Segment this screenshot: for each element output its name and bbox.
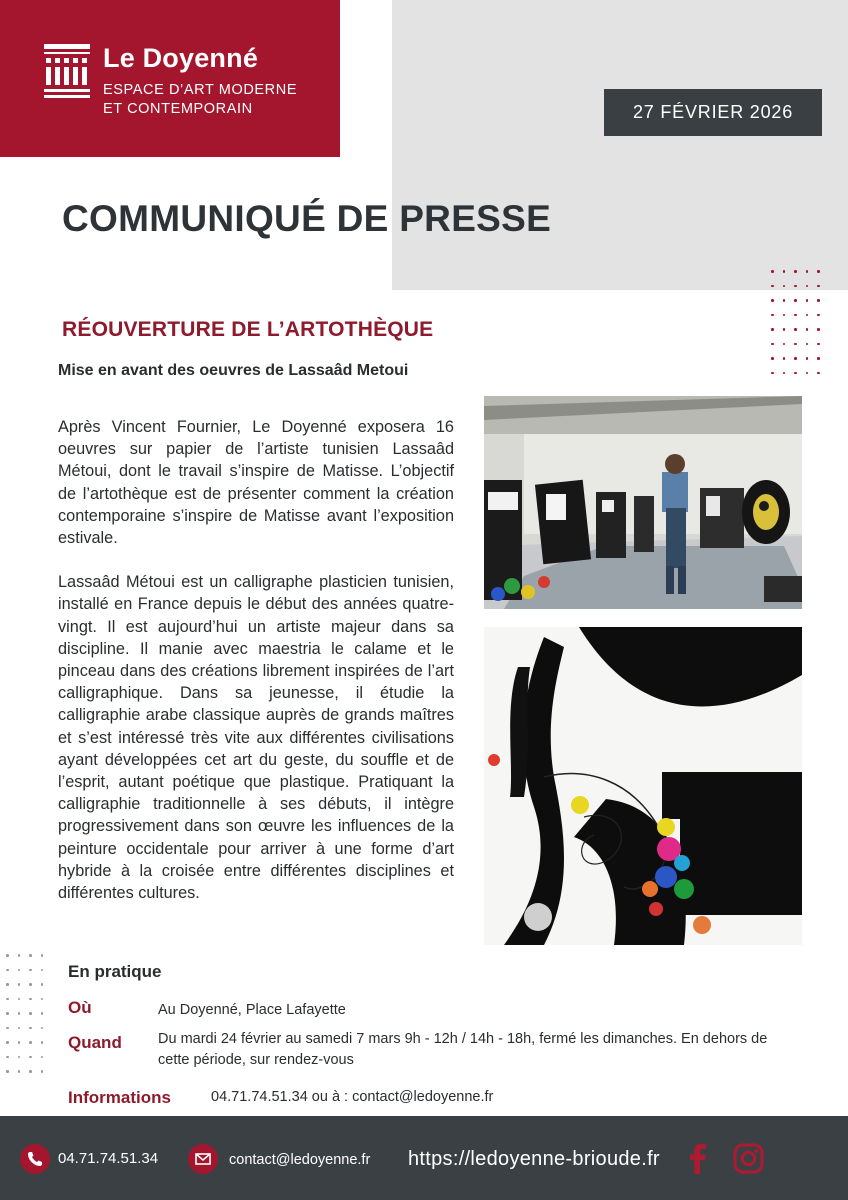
date-badge: 27 FÉVRIER 2026 xyxy=(604,89,822,136)
practical-heading: En pratique xyxy=(68,962,162,981)
page-title: COMMUNIQUÉ DE PRESSE xyxy=(62,198,552,239)
article-body xyxy=(58,416,454,904)
decorative-dot-grid-left xyxy=(6,954,43,1073)
when-label: Quand xyxy=(68,1033,122,1052)
info-value: 04.71.74.51.34 ou à : contact@ledoyenne.fr xyxy=(211,1089,494,1105)
brand-name: Le Doyenné xyxy=(103,43,259,73)
when-value: Du mardi 24 février au samedi 7 mars 9h - 12h / 14h - 18h, fermé les dimanches. En dehors de cette période, sur rendez-vous xyxy=(158,1031,768,1068)
artist-studio-photo xyxy=(484,396,802,609)
footer-website-link[interactable]: https://ledoyenne-brioude.fr xyxy=(408,1148,660,1170)
brand-tagline-line2: ET CONTEMPORAIN xyxy=(103,101,253,117)
body-paragraph-1: Après Vincent Fournier, Le Doyenné exposera 16 oeuvres sur papier de l’artiste tunisien Lassaâd Métoui, dont le travail s’inspire de Matisse. L’objectif de l’artothèque est de présenter comment la création contemporaine s’inspire de Matisse avant l’exposition estivale. xyxy=(58,418,454,548)
header-gray-panel xyxy=(392,0,848,290)
brand-tagline xyxy=(103,81,297,119)
building-logo-icon xyxy=(44,44,90,100)
artwork-image xyxy=(484,627,802,945)
where-value: Au Doyenné, Place Lafayette xyxy=(158,1002,346,1018)
footer-phone-link[interactable]: 04.71.74.51.34 xyxy=(58,1150,159,1167)
decorative-dot-grid xyxy=(771,270,820,374)
info-label: Informations xyxy=(68,1088,171,1107)
where-label: Où xyxy=(68,998,92,1017)
mail-icon xyxy=(188,1144,218,1174)
phone-icon xyxy=(20,1144,50,1174)
facebook-icon[interactable] xyxy=(686,1142,708,1174)
body-paragraph-2: Lassaâd Métoui est un calligraphe plasticien tunisien, installé en France depuis le début des années quatre-vingt. Il est aujourd’hui un artiste majeur dans sa discipline. Il manie avec maestria le calame et le pinceau dans des créations librement inspirées de l’art calligraphique. Dans sa jeunesse, il étudie la calligraphie arabe classique auprès de grands maîtres et s’est intéressé très vite aux différentes civilisations ayant développées cet art du geste, du souffle et de l’esprit, autant poétique que plastique. Pratiquant la calligraphie traditionnelle à ses débuts, il intègre progressivement dans son œuvre les influences de la peinture occidentale pour arriver à une forme d’art hybride à la croisée entre différentes disciplines et différentes cultures. xyxy=(58,573,454,903)
contact-footer xyxy=(0,1116,848,1200)
brand-header xyxy=(0,0,340,157)
article-subtitle: Mise en avant des oeuvres de Lassaâd Metoui xyxy=(58,362,409,379)
footer-email-link[interactable]: contact@ledoyenne.fr xyxy=(229,1152,371,1168)
brand-tagline-line1: ESPACE D’ART MODERNE xyxy=(103,82,298,98)
section-title: RÉOUVERTURE DE L’ARTOTHÈQUE xyxy=(62,318,434,341)
instagram-icon[interactable] xyxy=(733,1143,764,1174)
